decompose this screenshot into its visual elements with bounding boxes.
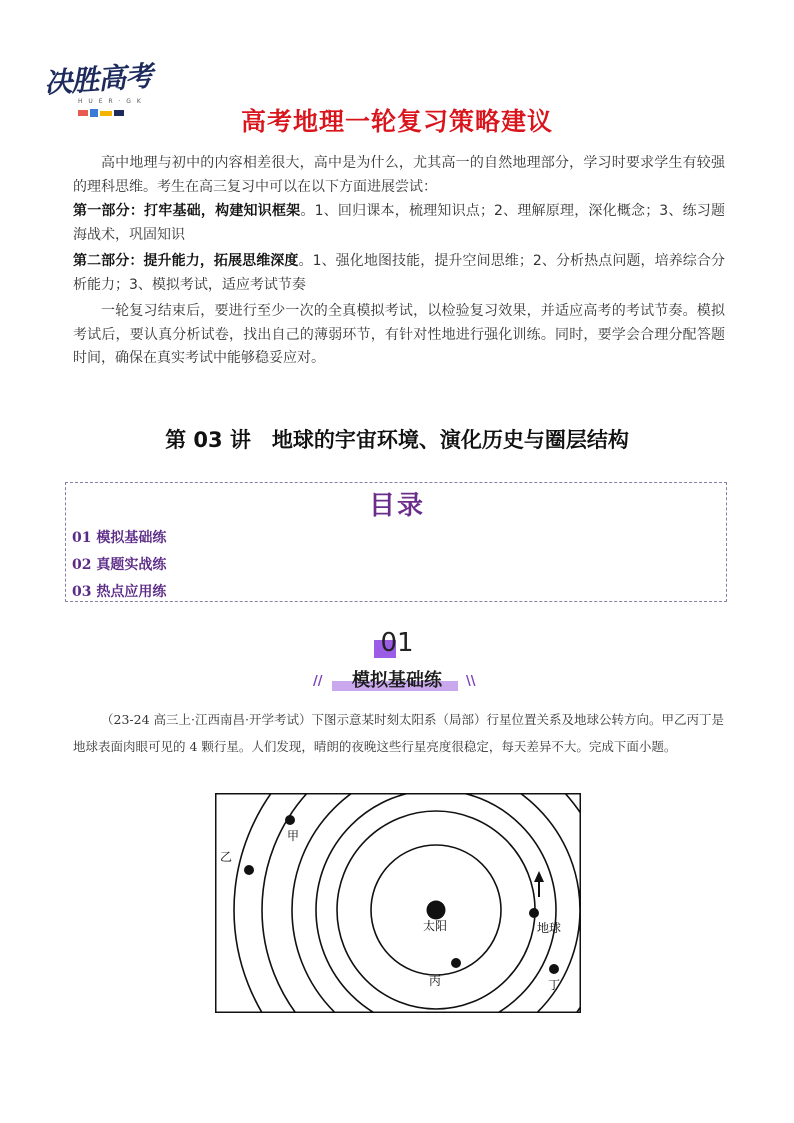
planet-yi — [244, 865, 254, 875]
logo-text: 决胜高考 — [43, 59, 154, 100]
logo-subtext: H U E R · G K — [78, 98, 143, 105]
part2-text: 。1、强化地图技能，提升空间思维；2、分析热点问题，培养综合分析能力；3、模拟考试，适应考试节奏 — [73, 253, 725, 293]
section-number: 01 — [380, 628, 414, 658]
solar-system-diagram — [215, 793, 581, 1013]
section-slash-right: \\ — [466, 674, 476, 689]
planet-bing — [451, 958, 461, 968]
section-slash-left: // — [313, 674, 323, 689]
diagram-frame — [216, 794, 581, 1013]
planet-yi-label: 乙 — [220, 850, 233, 864]
summary-paragraph: 一轮复习结束后，要进行至少一次的全真模拟考试，以检验复习效果，并适应高考的考试节奏。模拟考试后，要认真分析试卷，找出自己的薄弱环节，有针对性地进行强化训练。同时，要学会合理分配答题时间，确保在真实考试中能够稳妥应对。 — [73, 303, 725, 366]
part1-label: 第一部分：打牢基础，构建知识框架 — [73, 203, 301, 219]
toc-item-practice[interactable]: 01 模拟基础练 — [72, 530, 167, 546]
toc-title: 目录 — [368, 491, 425, 521]
part1-text: 。1、回归课本，梳理知识点；2、理解原理，深化概念；3、练习题海战术，巩固知识 — [73, 203, 725, 243]
toc-item-real-exam[interactable]: 02 真题实战练 — [72, 557, 167, 573]
planet-jia-label: 甲 — [287, 829, 300, 843]
planet-jia — [285, 815, 295, 825]
lecture-title: 第 03 讲 地球的宇宙环境、演化历史与圈层结构 — [165, 428, 629, 452]
table-of-contents — [65, 482, 727, 602]
planet-ding — [549, 964, 559, 974]
sun-label: 太阳 — [423, 919, 448, 933]
question-text: （23-24 高三上·江西南昌·开学考试）下图示意某时刻太阳系（局部）行星位置关系及地球公转方向。甲乙丙丁是地球表面肉眼可见的 4 颗行星。人们发现，晴朗的夜晚这些行星亮度很稳定，每天差异不大。完成下面小题。 — [73, 712, 724, 754]
part1-paragraph — [73, 200, 725, 247]
planet-ding-label: 丁 — [548, 978, 561, 992]
toc-item-hotspot[interactable]: 03 热点应用练 — [72, 584, 167, 600]
part2-paragraph — [73, 250, 725, 297]
page-title: 高考地理一轮复习策略建议 — [240, 107, 553, 136]
planet-bing-label: 丙 — [429, 974, 442, 988]
earth-label: 地球 — [537, 921, 562, 935]
earth-dot — [529, 908, 539, 918]
section-title: 模拟基础练 — [352, 670, 442, 691]
sun-icon — [427, 901, 446, 920]
intro-paragraph: 高中地理与初中的内容相差很大，高中是为什么，尤其高一的自然地理部分，学习时要求学生有较强的理科思维。考生在高三复习中可以在以下方面进展尝试： — [73, 155, 725, 195]
part2-label: 第二部分：提升能力，拓展思维深度 — [73, 253, 299, 269]
